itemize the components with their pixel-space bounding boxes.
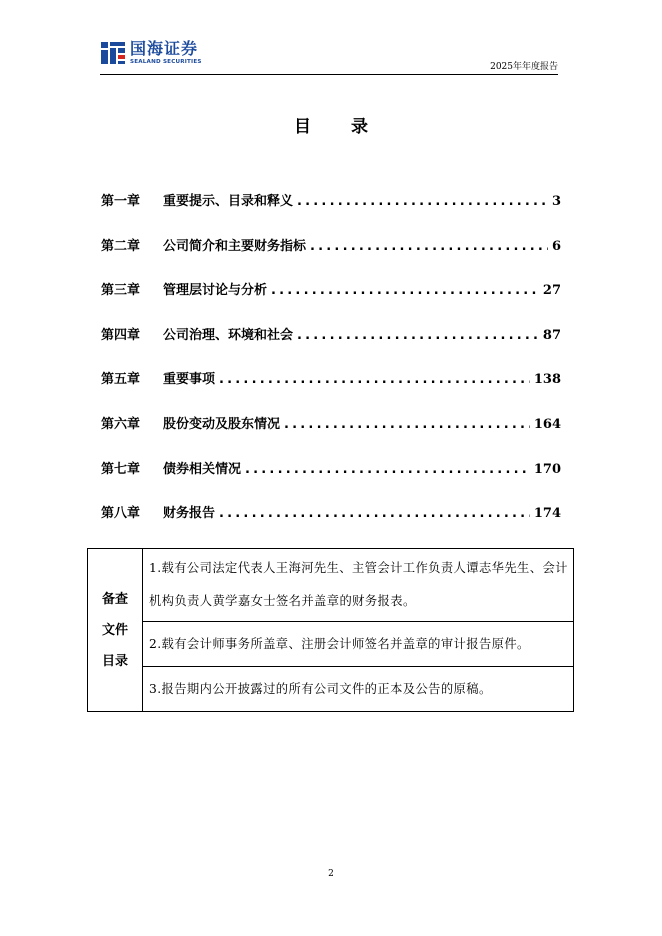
toc-chapter: 第八章 [101,506,141,522]
toc-leader-dots [297,328,539,343]
table-of-contents [101,190,561,547]
toc-chapter: 第三章 [101,283,141,299]
toc-entry[interactable] [101,279,561,324]
reference-documents-table [87,548,574,712]
toc-leader-dots [219,506,530,521]
toc-title: 股份变动及股东情况 [163,416,281,432]
toc-title: 公司简介和主要财务指标 [163,238,307,254]
toc-title: 重要事项 [163,372,216,388]
toc-page-number: 87 [542,327,561,343]
page-header [100,40,558,75]
toc-leader-dots [271,283,539,298]
toc-chapter: 第一章 [101,194,141,209]
toc-page-number: 27 [542,283,561,299]
toc-entry[interactable] [101,502,561,547]
toc-entry[interactable] [101,368,561,413]
toc-leader-dots [245,462,530,477]
reference-document-item: 3.报告期内公开披露过的所有公司文件的正本及公告的原稿。 [143,667,574,712]
reference-label-line: 备查 [101,591,128,607]
toc-chapter: 第六章 [101,416,141,432]
logo-english-name: SEALAND SECURITIES [130,59,202,65]
toc-entry[interactable] [101,458,561,503]
toc-chapter: 第二章 [101,238,141,254]
toc-title: 重要提示、目录和释义 [163,194,294,209]
toc-page-number: 164 [533,416,561,432]
toc-entry[interactable] [101,324,561,369]
reference-document-item: 1.载有公司法定代表人王海河先生、主管会计工作负责人谭志华先生、会计机构负责人黄学嘉女士签名并盖章的财务报表。 [143,549,574,622]
page-title [0,112,662,137]
toc-page-number: 6 [551,238,561,254]
reference-document-item: 2.载有会计师事务所盖章、注册会计师签名并盖章的审计报告原件。 [143,622,574,667]
toc-page-number: 138 [533,372,561,388]
toc-chapter: 第四章 [101,327,141,343]
reference-label-line: 目录 [101,653,128,669]
toc-entry[interactable] [101,413,561,458]
company-logo [100,40,202,68]
toc-leader-dots [219,372,530,387]
page-title-char-2: 录 [351,117,368,137]
toc-entry[interactable] [101,190,561,235]
toc-chapter: 第五章 [101,372,141,388]
toc-page-number: 3 [551,194,561,209]
sealand-securities-logo-icon [100,40,126,66]
reference-documents-label [88,549,143,712]
toc-title: 管理层讨论与分析 [163,283,268,299]
toc-leader-dots [297,194,548,209]
page-title-char-1: 目 [294,117,311,137]
reference-label-line: 文件 [101,622,128,638]
toc-chapter: 第七章 [101,461,141,477]
toc-entry[interactable] [101,235,561,280]
toc-leader-dots [284,417,530,432]
toc-page-number: 174 [533,506,561,522]
toc-leader-dots [310,239,548,254]
toc-title: 财务报告 [163,506,216,522]
page-number: 2 [328,869,334,879]
logo-text [130,40,202,66]
toc-page-number: 170 [533,461,561,477]
logo-chinese-name: 国海证券 [130,39,199,58]
report-title: 2025年年度报告 [490,62,558,72]
toc-title: 债券相关情况 [163,461,242,477]
toc-title: 公司治理、环境和社会 [163,327,294,343]
